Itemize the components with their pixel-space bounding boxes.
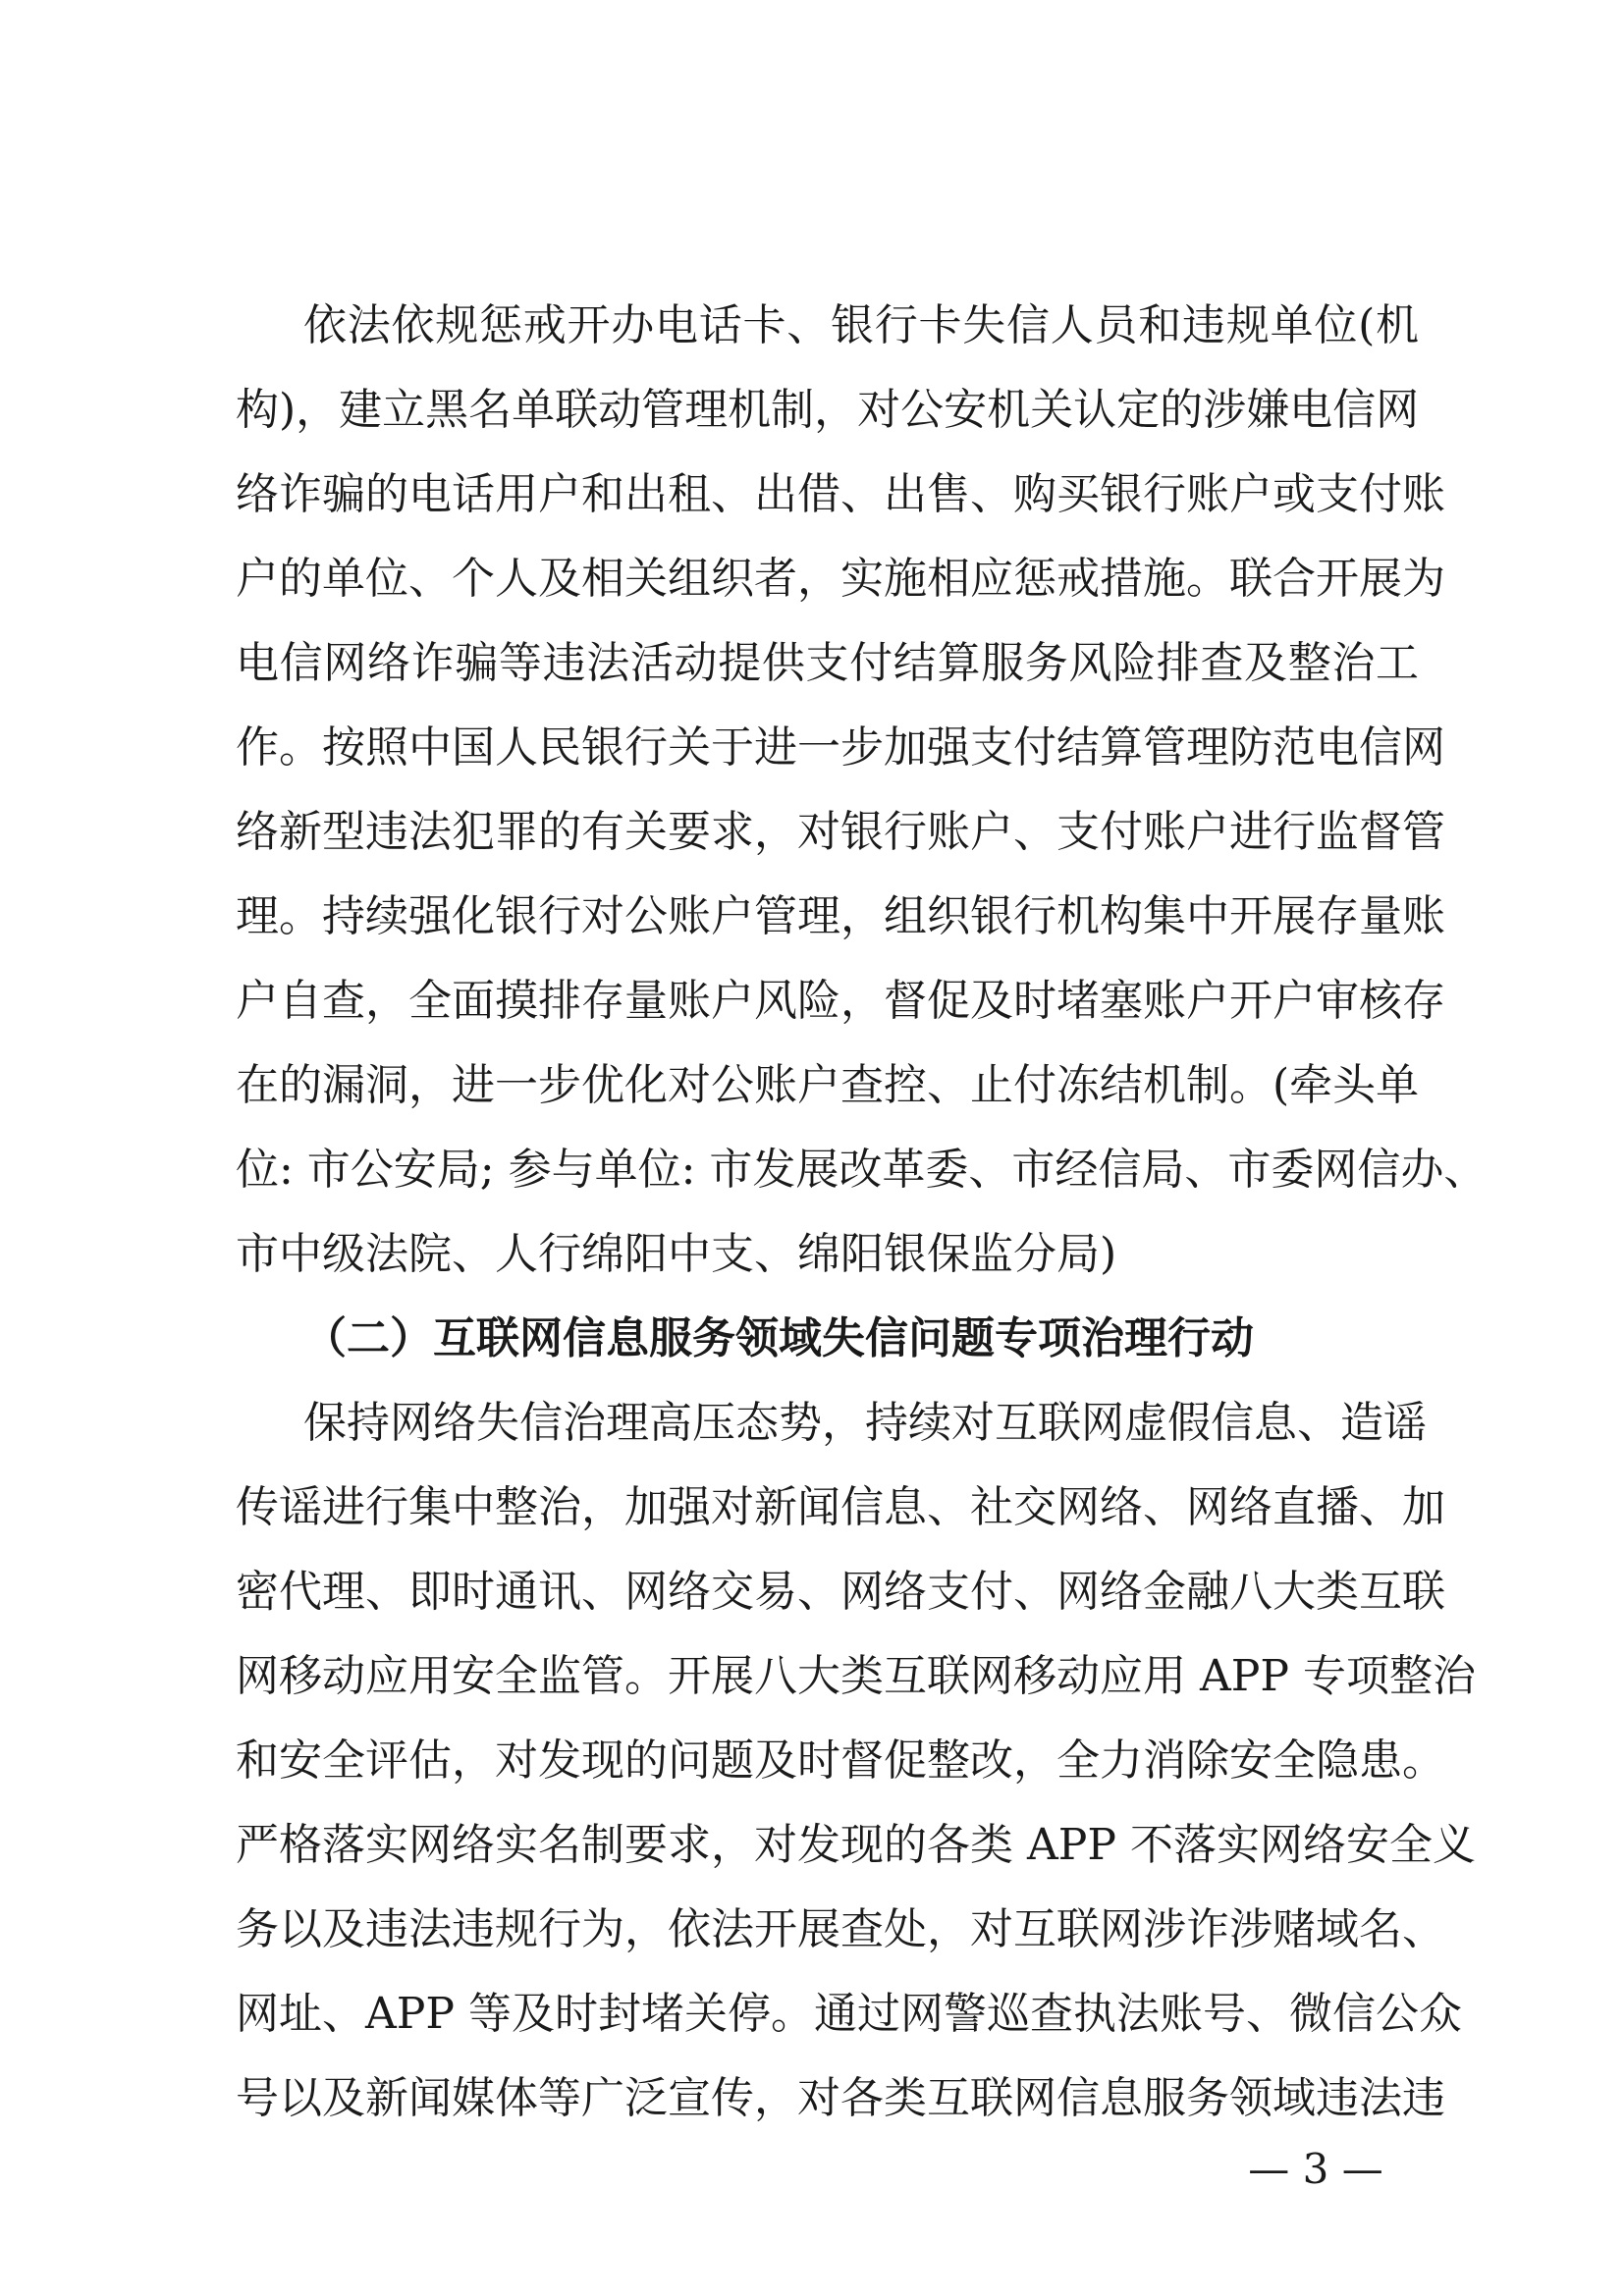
paragraph-line: 户的单位、个人及相关组织者，实施相应惩戒措施。联合开展为	[236, 554, 1445, 604]
paragraph-line: 构)，建立黑名单联动管理机制，对公安机关认定的涉嫌电信网	[236, 385, 1420, 435]
paragraph-line: 络诈骗的电话用户和出租、出借、出售、购买银行账户或支付账	[236, 469, 1445, 519]
paragraph-line: 理。持续强化银行对公账户管理，组织银行机构集中开展存量账	[236, 891, 1445, 941]
section-heading: （二）互联网信息服务领域失信问题专项治理行动	[303, 1313, 1254, 1363]
paragraph-line: 依法依规惩戒开办电话卡、银行卡失信人员和违规单位(机	[303, 300, 1419, 350]
paragraph-line: 密代理、即时通讯、网络交易、网络支付、网络金融八大类互联	[236, 1567, 1445, 1617]
paragraph-line: 传谣进行集中整治，加强对新闻信息、社交网络、网络直播、加	[236, 1482, 1445, 1532]
paragraph-line: 网移动应用安全监管。开展八大类互联网移动应用 APP 专项整治	[236, 1651, 1476, 1701]
paragraph-line: 号以及新闻媒体等广泛宣传，对各类互联网信息服务领域违法违	[236, 2073, 1445, 2123]
paragraph-line: 户自查，全面摸排存量账户风险，督促及时堵塞账户开户审核存	[236, 976, 1445, 1026]
paragraph-line: 位: 市公安局; 参与单位: 市发展改革委、市经信局、市委网信办、	[236, 1145, 1488, 1195]
paragraph-line: 电信网络诈骗等违法活动提供支付结算服务风险排查及整治工	[236, 638, 1419, 688]
paragraph-line: 在的漏洞，进一步优化对公账户查控、止付冻结机制。(牵头单	[236, 1060, 1420, 1110]
paragraph-line: 严格落实网络实名制要求，对发现的各类 APP 不落实网络安全义	[236, 1820, 1476, 1870]
paragraph-line: 市中级法院、人行绵阳中支、绵阳银保监分局)	[236, 1229, 1117, 1279]
paragraph-line: 务以及违法违规行为，依法开展查处，对互联网涉诈涉赌域名、	[236, 1904, 1445, 1954]
paragraph-line: 保持网络失信治理高压态势，持续对互联网虚假信息、造谣	[303, 1398, 1427, 1448]
paragraph-line: 和安全评估，对发现的问题及时督促整改，全力消除安全隐患。	[236, 1735, 1445, 1786]
paragraph-line: 作。按照中国人民银行关于进一步加强支付结算管理防范电信网	[236, 722, 1445, 773]
paragraph-line: 络新型违法犯罪的有关要求，对银行账户、支付账户进行监督管	[236, 807, 1445, 857]
paragraph-line: 网址、APP 等及时封堵关停。通过网警巡查执法账号、微信公众	[236, 1989, 1462, 2039]
page-number: — 3 —	[1248, 2145, 1383, 2193]
